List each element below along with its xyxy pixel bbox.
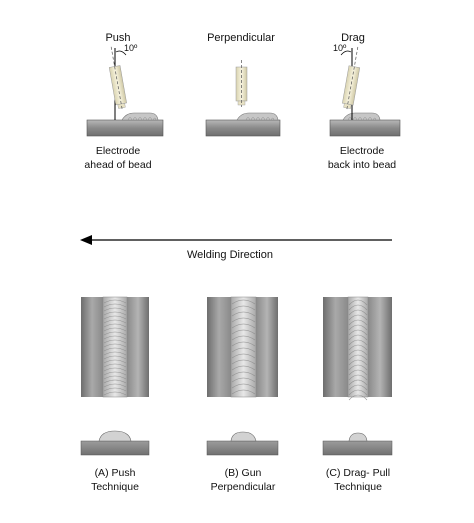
drag-caption-line-1: Electrode (339, 145, 385, 157)
drag-weld-cross-section (323, 433, 392, 455)
perpendicular-technique-caption-line-1: (B) Gun (224, 467, 262, 479)
push-technique-caption (55, 466, 175, 494)
welding-direction-label: Welding Direction (186, 249, 273, 261)
drag-weld-top-view (323, 297, 392, 400)
drag-caption-line-2: back into bead (327, 159, 397, 171)
push-weld-cross-section (81, 431, 149, 455)
push-illustration (87, 46, 163, 136)
push-technique-caption-line-1: (A) Push (94, 467, 136, 479)
perpendicular-weld-top-view (207, 297, 278, 397)
push-bead (122, 113, 158, 120)
perpendicular-technique-caption (183, 466, 303, 494)
perpendicular-electrode (236, 60, 247, 107)
drag-technique-caption-line-1: (C) Drag- Pull (325, 467, 391, 479)
welding-direction-arrow (80, 235, 392, 245)
perpendicular-weld-cross-section (207, 432, 278, 455)
perpendicular-illustration (206, 60, 280, 136)
drag-caption (302, 144, 422, 172)
perpendicular-technique-caption-line-2: Perpendicular (210, 481, 276, 493)
drag-base-plate (330, 120, 400, 136)
perpendicular-title: Perpendicular (207, 32, 275, 44)
push-weld-top-view (81, 297, 149, 397)
push-electrode (106, 46, 128, 111)
drag-angle-label: 10º (333, 43, 347, 53)
push-title: Push (105, 32, 131, 44)
push-caption-line-1: Electrode (95, 145, 141, 157)
drag-title: Drag (341, 32, 365, 44)
push-technique-caption-line-2: Technique (91, 481, 139, 493)
push-caption-line-2: ahead of bead (84, 159, 152, 171)
drag-technique-caption (298, 466, 418, 494)
perpendicular-base-plate (206, 120, 280, 136)
push-base-plate (87, 120, 163, 136)
drag-illustration (330, 46, 400, 136)
push-caption (58, 144, 178, 172)
drag-technique-caption-line-2: Technique (334, 481, 382, 493)
push-angle-label: 10º (124, 43, 138, 53)
